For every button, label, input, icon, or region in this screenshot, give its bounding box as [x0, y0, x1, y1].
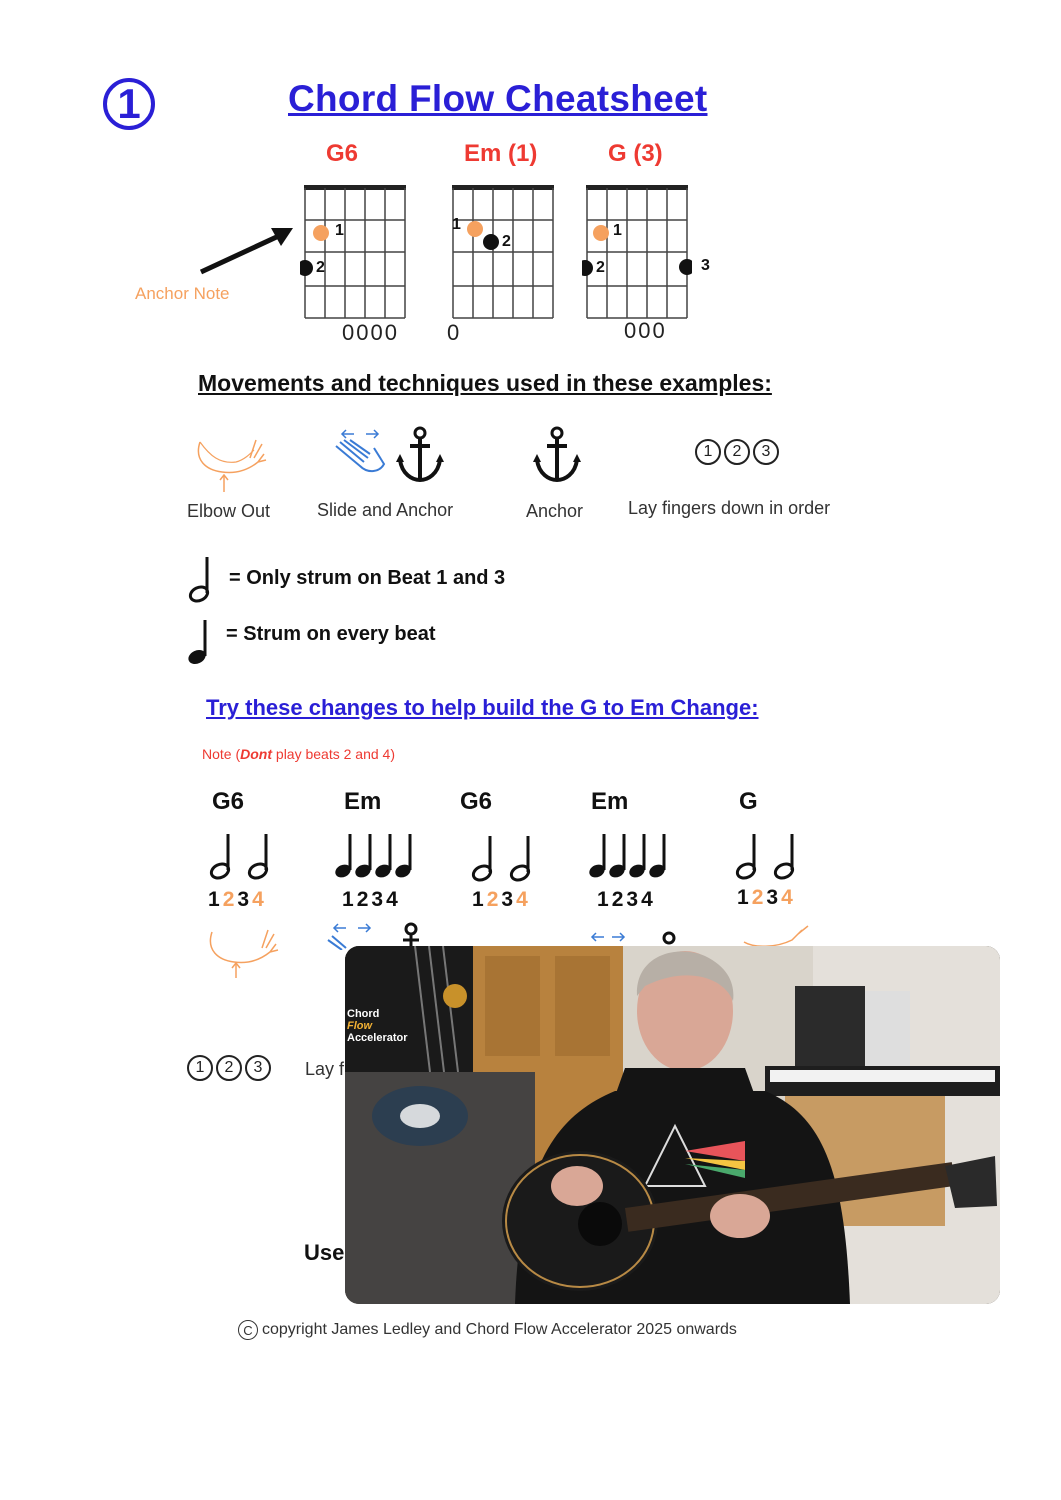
- rhythm-quarter-notes: [334, 830, 420, 882]
- example-chord-5: G: [739, 788, 758, 815]
- finger-number: 2: [596, 259, 605, 276]
- page-number-badge: 1: [103, 78, 155, 130]
- chord-name-g6: G6: [326, 140, 359, 167]
- copyright-footer: [238, 1320, 737, 1340]
- numbered-circles-icon: [187, 1055, 271, 1081]
- finger-order-1: 1: [187, 1055, 213, 1081]
- finger-number: 1: [452, 216, 461, 233]
- note-text: Note (Dont play beats 2 and 4): [202, 746, 395, 762]
- beat-count: 1234: [737, 886, 796, 909]
- technique-label-slide-anchor: Slide and Anchor: [317, 500, 454, 520]
- rhythm-half-notes: [466, 832, 546, 884]
- finger-order-3: 3: [245, 1055, 271, 1081]
- arm-icon: [192, 432, 272, 494]
- technique-label-lay-fingers: Lay fingers down in order: [628, 498, 831, 518]
- finger-order-1: 1: [695, 439, 721, 465]
- open-strings: 0: [447, 320, 462, 345]
- open-strings: 0000: [342, 320, 399, 345]
- beat-count: 1234: [342, 888, 401, 911]
- anchor-icon: [660, 930, 678, 946]
- beat-count: 1234: [472, 888, 531, 911]
- technique-label-elbow-out: Elbow Out: [187, 501, 271, 521]
- page-title: Chord Flow Cheatsheet: [288, 78, 708, 119]
- try-changes-heading: Try these changes to help build the G to Em Change:: [206, 695, 759, 720]
- arrow-icon: [195, 222, 300, 282]
- arm-icon: [204, 922, 284, 980]
- chord-diagram-g6: [300, 182, 410, 322]
- instructor-video[interactable]: [345, 946, 1000, 1304]
- beat-count: 1234: [597, 888, 656, 911]
- open-strings: 000: [624, 318, 667, 343]
- chord-name-em1: Em (1): [464, 140, 538, 167]
- partial-lay-text: Lay f: [305, 1059, 345, 1079]
- rhythm-half-notes: [730, 830, 810, 882]
- finger-number: 2: [316, 259, 325, 276]
- course-logo-card: [345, 946, 473, 1072]
- anchor-icon: [396, 426, 444, 484]
- anchor-icon: [533, 426, 581, 484]
- legend-half-note: = Only strum on Beat 1 and 3: [229, 567, 506, 589]
- slide-hand-icon: [330, 426, 390, 484]
- rhythm-half-notes: [204, 830, 284, 882]
- example-chord-3: G6: [460, 788, 493, 815]
- chord-name-g3: G (3): [608, 140, 663, 167]
- partial-use-text: Use: [304, 1240, 345, 1265]
- finger-order-3: 3: [753, 439, 779, 465]
- finger-number: 3: [701, 257, 710, 274]
- copyright-icon: C: [238, 1320, 258, 1340]
- finger-number: 1: [335, 222, 344, 239]
- rhythm-quarter-notes: [588, 830, 674, 882]
- chord-diagram-g3: [582, 182, 692, 322]
- technique-label-anchor: Anchor: [526, 501, 584, 521]
- example-chord-1: G6: [212, 788, 245, 815]
- finger-number: 2: [502, 233, 511, 250]
- arm-icon: [736, 920, 816, 948]
- example-chord-4: Em: [591, 788, 629, 815]
- chord-diagram-em1: [448, 182, 558, 322]
- quarter-note-icon: [184, 618, 212, 668]
- anchor-icon: [398, 922, 424, 948]
- beat-count: 1234: [208, 888, 267, 911]
- numbered-circles-icon: [695, 439, 779, 465]
- finger-order-2: 2: [724, 439, 750, 465]
- course-logo-text: Chord Flow Accelerator: [347, 1008, 408, 1044]
- slide-arrows-icon: [588, 928, 628, 946]
- finger-number: 1: [613, 222, 622, 239]
- copyright-text: copyright James Ledley and Chord Flow Accelerator 2025 onwards: [262, 1321, 737, 1338]
- anchor-note-label: Anchor Note: [135, 284, 230, 303]
- movements-heading: Movements and techniques used in these examples:: [198, 370, 772, 396]
- half-note-icon: [186, 555, 214, 605]
- finger-order-2: 2: [216, 1055, 242, 1081]
- example-chord-2: Em: [344, 788, 382, 815]
- legend-quarter-note: = Strum on every beat: [226, 623, 436, 645]
